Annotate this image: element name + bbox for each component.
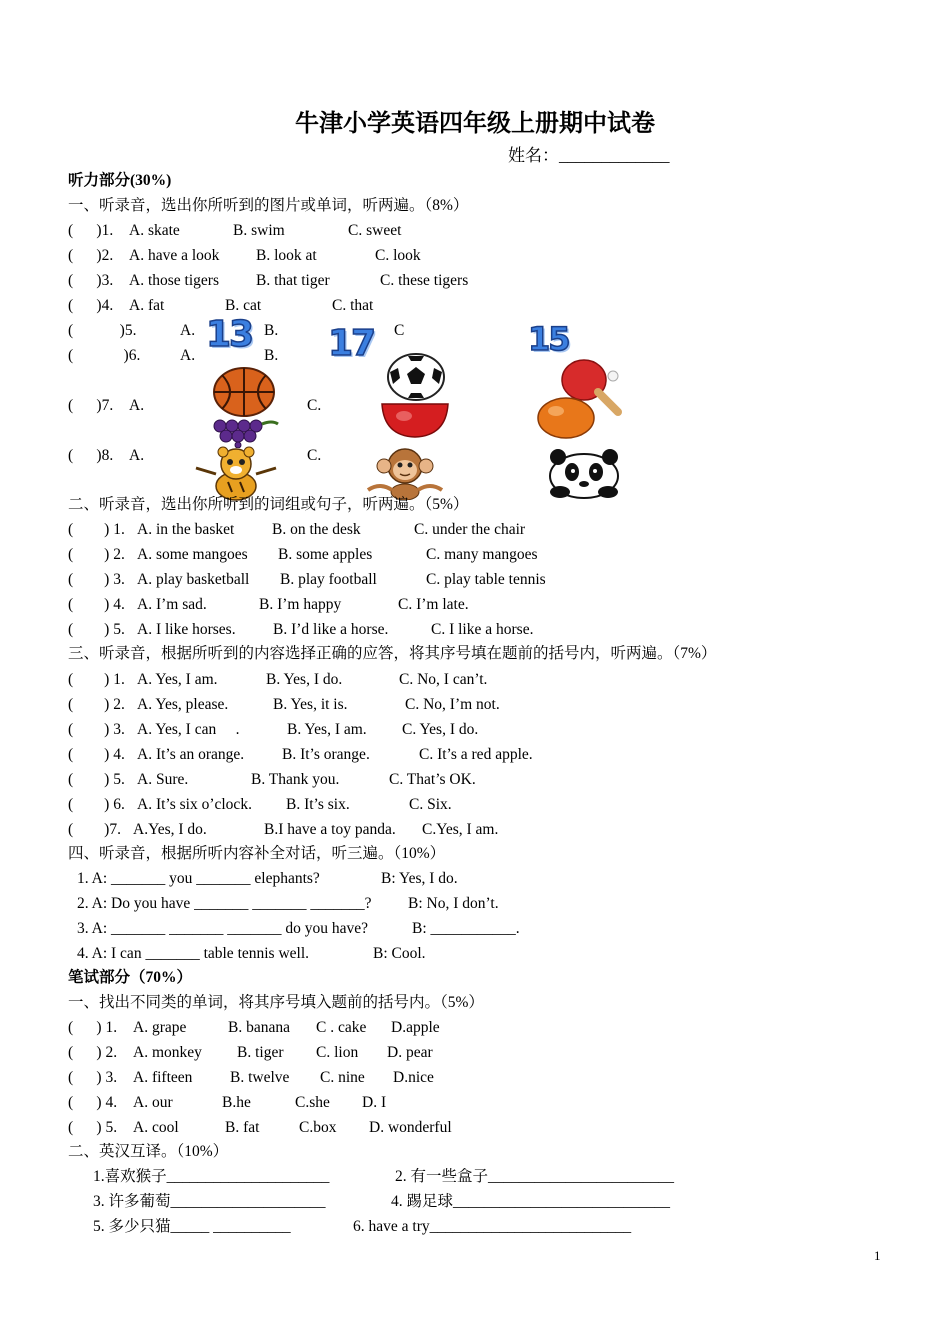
question-number: ( ) 5.	[68, 621, 125, 638]
question-number: ( )1.	[68, 222, 114, 239]
w2-heading: 二、英汉互译。（10%）	[68, 1143, 229, 1160]
option-d: D. I	[362, 1094, 387, 1111]
option-d: D.nice	[393, 1069, 434, 1086]
option-a: A. fifteen	[133, 1069, 193, 1086]
question-number: ( )4.	[68, 297, 114, 314]
option-a: A. Sure.	[137, 771, 189, 788]
s4-line2-b: B: No, I don’t.	[408, 895, 499, 912]
option-c: C. many mangoes	[426, 546, 538, 563]
number-13-picture: 13	[206, 314, 253, 355]
option-b: B. cat	[225, 297, 262, 314]
s4-line3-a: 3. A: _______ _______ _______ do you have?	[77, 920, 369, 937]
option-c: C. I’m late.	[398, 596, 469, 613]
option-b: B. Yes, it is.	[273, 696, 348, 713]
option-c: C. I like a horse.	[431, 621, 534, 638]
option-c: C. No, I can’t.	[399, 671, 488, 688]
option-a: A. have a look	[129, 247, 220, 264]
option-c: C. That’s OK.	[389, 771, 476, 788]
option-a: A. in the basket	[137, 521, 235, 538]
s4-line4-b: B: Cool.	[373, 945, 426, 962]
option-c: C. under the chair	[414, 521, 526, 538]
option-c: C. nine	[320, 1069, 365, 1086]
question-number: ( )3.	[68, 272, 114, 289]
option-b: B. I’d like a horse.	[273, 621, 389, 638]
translate-item-1: 1.喜欢猴子_____________________	[93, 1168, 330, 1185]
translate-item-2: 2. 有一些盒子________________________	[395, 1168, 675, 1185]
panda-icon	[546, 448, 622, 500]
page-title: 牛津小学英语四年级上册期中试卷	[295, 108, 655, 137]
option-b: B. It’s six.	[286, 796, 350, 813]
option-a: A. It’s an orange.	[137, 746, 245, 763]
option-d: D. wonderful	[369, 1119, 452, 1136]
translate-item-4: 4. 踢足球____________________________	[391, 1193, 671, 1210]
option-c: C. play table tennis	[426, 571, 546, 588]
listening-section-header: 听力部分(30%)	[68, 172, 172, 189]
option-b: B. banana	[228, 1019, 290, 1036]
number-17-picture: 17	[328, 323, 375, 364]
question-number: ( )8.	[68, 447, 114, 464]
translate-item-5: 5. 多少只猫_____ __________	[93, 1218, 291, 1235]
question-number: ( )7.	[68, 397, 114, 414]
question-number: ( ) 1.	[68, 1019, 118, 1036]
option-b: B. play football	[280, 571, 377, 588]
w1-heading: 一、找出不同类的单词，将其序号填入题前的括号内。（5%）	[68, 994, 484, 1011]
option-b: B. tiger	[237, 1044, 284, 1061]
option-a: A. I like horses.	[137, 621, 236, 638]
s4-line1-a: 1. A: _______ you _______ elephants?	[77, 870, 320, 887]
page-number: 1	[874, 1248, 881, 1263]
option-a: A. those tigers	[129, 272, 219, 289]
option-a: A.	[129, 447, 145, 464]
option-c: C. Six.	[409, 796, 452, 813]
football-icon	[386, 352, 446, 402]
option-c: C.she	[295, 1094, 330, 1111]
question-number: ( )5.	[68, 322, 137, 339]
option-b: B. look at	[256, 247, 317, 264]
written-section-header: 笔试部分（70%）	[68, 969, 193, 986]
option-c: C.Yes, I am.	[422, 821, 499, 838]
option-d: D.apple	[391, 1019, 440, 1036]
option-a: A. Yes, I am.	[137, 671, 218, 688]
option-b: B. twelve	[230, 1069, 290, 1086]
question-number: ( ) 2.	[68, 696, 125, 713]
option-c: C.box	[299, 1119, 337, 1136]
option-c: C. It’s a red apple.	[419, 746, 533, 763]
tiger-icon	[192, 446, 280, 502]
option-c: C. that	[332, 297, 374, 314]
red-apple-icon	[380, 402, 450, 438]
question-number: ( )7.	[68, 821, 121, 838]
option-a: A. skate	[129, 222, 180, 239]
option-b: B. some apples	[278, 546, 373, 563]
option-b: B. Thank you.	[251, 771, 340, 788]
question-number: ( ) 2.	[68, 546, 125, 563]
option-b: B. on the desk	[272, 521, 361, 538]
option-c: C. No, I’m not.	[405, 696, 500, 713]
translate-item-3: 3. 许多葡萄____________________	[93, 1193, 326, 1210]
option-b: B. Yes, I do.	[266, 671, 343, 688]
s1-heading: 一、听录音，选出你所听到的图片或单词，听两遍。（8%）	[68, 197, 469, 214]
option-a: A. Yes, please.	[137, 696, 229, 713]
s4-line4-a: 4. A: I can _______ table tennis well.	[77, 945, 310, 962]
option-a: A.	[180, 347, 196, 364]
option-b: B. that tiger	[256, 272, 330, 289]
question-number: ( ) 3.	[68, 1069, 118, 1086]
option-b: B.	[264, 347, 279, 364]
option-c: C . cake	[316, 1019, 367, 1036]
translate-item-6: 6. have a try__________________________	[353, 1218, 632, 1235]
name-field-line: 姓名：_____________	[508, 146, 670, 165]
option-b: B.I have a toy panda.	[264, 821, 396, 838]
option-a: A. cool	[133, 1119, 179, 1136]
option-b: B. fat	[225, 1119, 260, 1136]
option-a: A. fat	[129, 297, 165, 314]
question-number: ( )6.	[68, 347, 141, 364]
question-number: ( ) 2.	[68, 1044, 118, 1061]
grapes-icon	[208, 418, 280, 448]
s4-line1-b: B: Yes, I do.	[381, 870, 458, 887]
question-number: ( ) 5.	[68, 771, 125, 788]
option-c: C.	[307, 447, 322, 464]
option-b: B. I’m happy	[259, 596, 342, 613]
question-number: ( ) 5.	[68, 1119, 118, 1136]
question-number: ( ) 3.	[68, 571, 125, 588]
s2-heading: 二、听录音，选出你所听到的词组或句子，听两遍。（5%）	[68, 496, 469, 513]
option-a: A. play basketball	[137, 571, 250, 588]
option-c: C.	[307, 397, 322, 414]
option-a: A. some mangoes	[137, 546, 248, 563]
option-d: D. pear	[387, 1044, 433, 1061]
option-a: A. It’s six o’clock.	[137, 796, 252, 813]
option-b: B. swim	[233, 222, 285, 239]
option-c: C. Yes, I do.	[402, 721, 479, 738]
question-number: ( ) 1.	[68, 671, 125, 688]
option-c: C. look	[375, 247, 421, 264]
question-number: ( ) 1.	[68, 521, 125, 538]
option-c: C. sweet	[348, 222, 402, 239]
orange-icon	[536, 394, 602, 440]
option-b: B. It’s orange.	[282, 746, 370, 763]
option-b: B.he	[222, 1094, 251, 1111]
monkey-icon	[360, 446, 450, 500]
basketball-icon	[212, 365, 276, 419]
s4-line3-b: B: ___________.	[412, 920, 520, 937]
s4-line2-a: 2. A: Do you have _______ _______ _______?	[77, 895, 372, 912]
number-15-picture: 15	[528, 320, 569, 358]
s4-heading: 四、听录音，根据所听内容补全对话，听三遍。（10%）	[68, 845, 446, 862]
option-a: A. our	[133, 1094, 173, 1111]
option-a: A.	[129, 397, 145, 414]
option-a: A. monkey	[133, 1044, 202, 1061]
question-number: ( ) 6.	[68, 796, 125, 813]
question-number: ( ) 3.	[68, 721, 125, 738]
s3-heading: 三、听录音，根据所听到的内容选择正确的应答，将其序号填在题前的括号内，听两遍。（7%）	[68, 645, 717, 662]
question-number: ( ) 4.	[68, 1094, 118, 1111]
question-number: ( )2.	[68, 247, 114, 264]
option-c: C. lion	[316, 1044, 359, 1061]
option-a: A. I’m sad.	[137, 596, 207, 613]
option-a: A.	[180, 322, 196, 339]
question-number: ( ) 4.	[68, 596, 125, 613]
option-a: A. grape	[133, 1019, 187, 1036]
option-c: C	[394, 322, 405, 339]
question-number: ( ) 4.	[68, 746, 125, 763]
option-a: A. Yes, I can .	[137, 721, 240, 738]
option-b: B. Yes, I am.	[287, 721, 367, 738]
option-a: A.Yes, I do.	[133, 821, 207, 838]
option-c: C. these tigers	[380, 272, 469, 289]
option-b: B.	[264, 322, 279, 339]
